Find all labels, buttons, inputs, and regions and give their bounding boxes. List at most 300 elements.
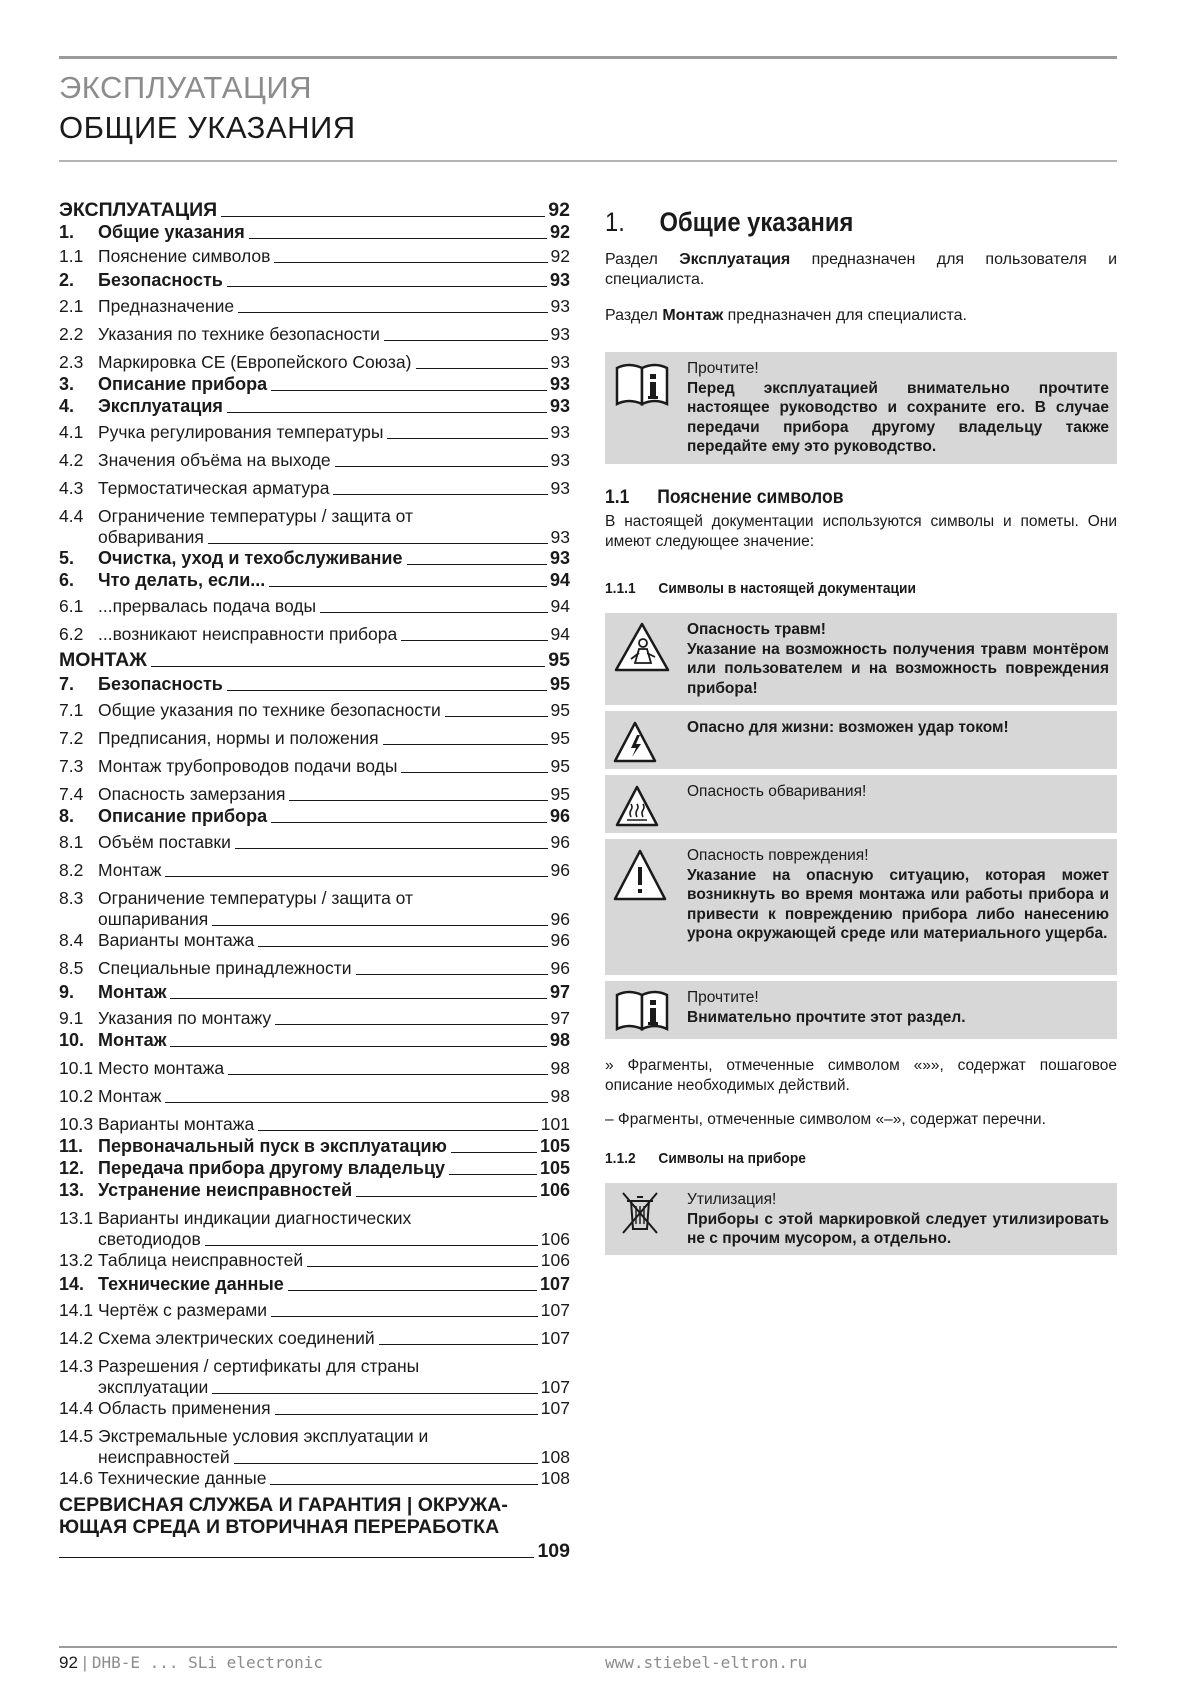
disposal-text [687, 1190, 1109, 1249]
toc-title: Безопасность [98, 270, 223, 290]
toc-leader [288, 1290, 537, 1291]
toc-entry[interactable] [59, 1398, 570, 1419]
toc-page: 97 [550, 1008, 570, 1028]
toc-number: 8. [59, 806, 75, 826]
toc-title-continued: обваривания [98, 527, 204, 547]
toc-title: Технические данные [98, 1468, 267, 1488]
toc-page: 94 [550, 624, 570, 644]
toc-page: 107 [540, 1300, 570, 1320]
note-box-read-section [605, 981, 1117, 1039]
toc-leader [258, 946, 547, 947]
toc-number: 8.3 [59, 888, 84, 908]
heading-number: 1.1.2 [605, 1150, 636, 1167]
heading-symbols [605, 486, 844, 509]
toc-leader [208, 543, 548, 544]
toc-page: 108 [540, 1468, 570, 1488]
warning-body: Указание на опасную ситуацию, которая может возникнуть во время монтажа или работы прибора и привести к повреждению прибора либо нанесению урона окружающей среде или материального ущерба. [687, 866, 1109, 942]
toc-title: Предназначение [98, 296, 235, 316]
toc-entry[interactable] [59, 728, 570, 749]
toc-leader [379, 1344, 538, 1345]
toc-leader [165, 1102, 547, 1103]
toc-number: 14.5 [59, 1426, 94, 1446]
toc-page: 106 [540, 1229, 570, 1249]
toc-entry[interactable] [59, 1208, 570, 1250]
toc-leader [269, 586, 547, 587]
toc-leader [275, 1414, 538, 1415]
footer-separator: | [82, 1653, 88, 1672]
toc-number: 10.2 [59, 1086, 94, 1106]
toc-number: 10.3 [59, 1114, 94, 1134]
toc-number: 6. [59, 570, 75, 590]
toc-page: 105 [539, 1158, 570, 1178]
intro-text: предназначен для пользователя и специалиста. [605, 251, 1118, 288]
toc-leader [228, 1074, 547, 1075]
toc-number: 14.1 [59, 1300, 94, 1320]
toc-page: 93 [549, 396, 570, 416]
section-title: ЭКСПЛУАТАЦИЯ [59, 70, 313, 105]
toc-title: Эксплуатация [98, 396, 223, 416]
toc-leader [356, 974, 548, 975]
toc-title: Общие указания по технике безопасности [98, 700, 441, 720]
toc-leader [238, 312, 547, 313]
symbols-intro: В настоящей документации используются символы и пометы. Они имеют следующее значение: [605, 513, 1117, 550]
toc-number: 9. [59, 982, 75, 1002]
toc-title: Термостатическая арматура [98, 478, 330, 498]
toc-entry[interactable] [59, 982, 570, 1003]
toc-title: Объём поставки [98, 832, 231, 852]
toc-leader [227, 690, 547, 691]
toc-number: 2.1 [59, 296, 84, 316]
toc-page: 107 [540, 1328, 570, 1348]
heading-general-notes [605, 207, 853, 238]
heading-title: Символы на приборе [658, 1150, 806, 1167]
warning-text [687, 718, 1109, 738]
toc-entry[interactable] [59, 888, 570, 930]
warning-text [687, 846, 1109, 944]
toc-number: 13.2 [59, 1250, 94, 1270]
page-number: 92 [59, 1653, 78, 1672]
warning-title: Опасность повреждения! [687, 847, 869, 864]
toc-page: 95 [549, 674, 570, 694]
toc-page: 98 [550, 1086, 570, 1106]
toc-number: 4. [59, 396, 75, 416]
toc-title: СЕРВИСНАЯ СЛУЖБА И ГАРАНТИЯ | ОКРУЖА- [59, 1494, 508, 1516]
note-body: Перед эксплуатацией внимательно прочтите настоящее руководство и сохраните его. В случае передачи прибора другому владельцу также передайте ему это руководство. [687, 379, 1109, 455]
heading-title: Общие указания [659, 207, 854, 237]
book-info-icon [613, 989, 671, 1039]
toc-number: 5. [59, 548, 75, 568]
toc-entry[interactable] [59, 1300, 570, 1321]
toc-page: 93 [550, 352, 570, 372]
toc-entry[interactable] [59, 478, 570, 499]
toc-title: Монтаж трубопроводов подачи воды [98, 756, 398, 776]
toc-title: Ограничение температуры / защита от [98, 888, 414, 908]
toc-page: 93 [550, 478, 570, 498]
toc-entry[interactable] [59, 1008, 570, 1029]
toc-leader [270, 1484, 537, 1485]
toc-number: 14.4 [59, 1398, 94, 1418]
toc-number: 8.2 [59, 860, 84, 880]
toc-title-continued: неисправностей [98, 1447, 230, 1467]
heading-number: 1.1 [605, 486, 630, 508]
toc-number: 8.5 [59, 958, 84, 978]
toc-number: 8.4 [59, 930, 84, 950]
warning-title: Опасно для жизни: возможен удар током! [687, 719, 1009, 736]
toc-title: Область применения [98, 1398, 271, 1418]
toc-page: 106 [539, 1180, 570, 1200]
toc-leader [212, 1393, 538, 1394]
toc-leader [274, 262, 547, 263]
toc-page: 101 [540, 1114, 570, 1134]
toc-number: 11. [59, 1136, 84, 1156]
toc-page: 95 [550, 728, 570, 748]
toc-leader [170, 1046, 547, 1047]
toc-page: 105 [539, 1136, 570, 1156]
toc-title: ...возникают неисправности прибора [98, 624, 398, 644]
toc-page: 107 [539, 1274, 570, 1294]
toc-entry[interactable] [59, 222, 570, 243]
toc-number: 14.3 [59, 1356, 94, 1376]
toc-page: 93 [550, 296, 570, 316]
toc-page: 94 [550, 596, 570, 616]
toc-title: Схема электрических соединений [98, 1328, 375, 1348]
toc-leader [384, 340, 548, 341]
toc-title: Очистка, уход и техобслуживание [98, 548, 403, 568]
toc-title: Описание прибора [98, 806, 268, 826]
toc-title: Монтаж [98, 982, 167, 1002]
model-name: DHB-E ... SLi electronic [91, 1653, 323, 1672]
toc-entry[interactable] [59, 1250, 570, 1271]
toc-title: Пояснение символов [98, 246, 271, 266]
toc-number: 7.3 [59, 756, 84, 776]
toc-title: Первоначальный пуск в эксплуатацию [98, 1136, 447, 1156]
warning-text [687, 782, 1109, 802]
warning-text [687, 620, 1109, 698]
toc-entry[interactable] [59, 570, 570, 591]
subsection-title: ОБЩИЕ УКАЗАНИЯ [59, 110, 356, 145]
toc-leader [271, 822, 547, 823]
warning-title: Опасность травм! [687, 621, 826, 638]
toc-title: Варианты монтажа [98, 930, 255, 950]
toc-entry[interactable] [59, 1356, 570, 1398]
footer-left [59, 1653, 323, 1673]
header-rule [59, 160, 1117, 162]
toc-leader [333, 494, 547, 495]
footer-rule [59, 1646, 1117, 1648]
toc-title: Передача прибора другому владельцу [98, 1158, 446, 1178]
toc-number: 13.1 [59, 1208, 94, 1228]
warning-damage-box [605, 839, 1117, 975]
toc-title: Описание прибора [98, 374, 268, 394]
toc-entry[interactable] [59, 1058, 570, 1079]
toc-entry[interactable] [59, 860, 570, 881]
book-info-icon [613, 360, 671, 410]
toc-entry[interactable] [59, 352, 570, 373]
toc-entry[interactable] [59, 1136, 570, 1157]
toc-title: Значения объёма на выходе [98, 450, 331, 470]
toc-entry[interactable] [59, 700, 570, 721]
toc-leader [289, 800, 547, 801]
toc-leader [307, 1266, 538, 1267]
toc-entry[interactable] [59, 650, 570, 671]
toc-entry[interactable] [59, 1426, 570, 1468]
toc-title: Ограничение температуры / защита от [98, 506, 414, 526]
toc-page: 98 [549, 1030, 570, 1050]
toc-leader [416, 368, 548, 369]
toc-title: Устранение неисправностей [98, 1180, 353, 1200]
toc-leader [356, 1196, 537, 1197]
toc-leader [383, 744, 548, 745]
toc-title: Экстремальные условия эксплуатации и [98, 1426, 429, 1446]
toc-number: 4.2 [59, 450, 84, 470]
warning-electric-box [605, 711, 1117, 769]
toc-title: Специальные принадлежности [98, 958, 352, 978]
toc-entry[interactable] [59, 1328, 570, 1349]
toc-title: Место монтажа [98, 1058, 225, 1078]
toc-leader [235, 848, 548, 849]
heading-number: 1.1.1 [605, 580, 636, 597]
warning-title: Опасность обваривания! [687, 783, 867, 800]
toc-page: 96 [550, 909, 570, 929]
toc-page: 93 [550, 324, 570, 344]
toc-leader [449, 1174, 537, 1175]
toc-number: 14.6 [59, 1468, 94, 1488]
toc-entry[interactable] [59, 958, 570, 979]
heading-doc-symbols [605, 580, 916, 597]
toc-leader [271, 1316, 538, 1317]
toc-leader [320, 612, 547, 613]
intro-text: Раздел [605, 307, 663, 324]
toc-title: Общие указания [98, 222, 245, 242]
toc-number: 7.4 [59, 784, 84, 804]
toc-entry[interactable] [59, 200, 570, 221]
intro-bold: Монтаж [662, 307, 724, 324]
intro-paragraph-2 [605, 306, 1117, 326]
note-text [687, 359, 1109, 457]
toc-number: 6.2 [59, 624, 84, 644]
note-body: Внимательно прочтите этот раздел. [687, 1008, 966, 1026]
toc-entry[interactable] [59, 324, 570, 345]
toc-title-continued: ошпаривания [98, 909, 209, 929]
toc-page: 97 [549, 982, 570, 1002]
toc-number: 7.2 [59, 728, 84, 748]
toc-title: Монтаж [98, 1030, 167, 1050]
note-text [687, 988, 1109, 1027]
toc-page: 93 [549, 374, 570, 394]
toc-entry[interactable] [59, 1274, 570, 1295]
toc-leader [387, 438, 547, 439]
toc-number: 2.3 [59, 352, 84, 372]
toc-entry[interactable] [59, 450, 570, 471]
toc-leader [205, 1245, 538, 1246]
disposal-title: Утилизация! [687, 1191, 777, 1208]
toc-number: 1. [59, 222, 75, 242]
toc-leader [407, 564, 547, 565]
toc-number: 6.1 [59, 596, 84, 616]
toc-leader [275, 1024, 547, 1025]
toc-page: 93 [549, 548, 570, 568]
toc-page: 95 [550, 756, 570, 776]
toc-entry[interactable] [59, 806, 570, 827]
toc-leader [271, 390, 547, 391]
scald-icon [613, 783, 671, 833]
toc-page: 98 [550, 1058, 570, 1078]
toc-page: 109 [537, 1540, 570, 1562]
injury-warning-icon [613, 621, 671, 671]
toc-number: 3. [59, 374, 75, 394]
toc-leader [249, 238, 547, 239]
toc-page: 95 [550, 700, 570, 720]
toc-page: 92 [550, 246, 570, 266]
toc-title: Указания по технике безопасности [98, 324, 380, 344]
toc-page: 107 [540, 1398, 570, 1418]
toc-title: МОНТАЖ [59, 649, 147, 671]
toc-title: Разрешения / сертификаты для страны [98, 1356, 420, 1376]
toc-title: Безопасность [98, 674, 223, 694]
toc-page: 95 [548, 649, 570, 671]
toc-number: 7. [59, 674, 75, 694]
toc-entry[interactable] [59, 422, 570, 443]
toc-title-continued: эксплуатации [98, 1377, 209, 1397]
toc-leader [165, 876, 547, 877]
heading-number: 1. [605, 207, 625, 237]
toc-entry[interactable] [59, 624, 570, 645]
toc-page: 96 [549, 806, 570, 826]
toc-leader [234, 1463, 538, 1464]
toc-title-continued: ЮЩАЯ СРЕДА И ВТОРИЧНАЯ ПЕРЕРАБОТКА [59, 1516, 500, 1538]
toc-page: 96 [550, 958, 570, 978]
toc-title: Опасность замерзания [98, 784, 286, 804]
toc-number: 14. [59, 1274, 85, 1294]
toc-title: Варианты индикации диагностических [98, 1208, 412, 1228]
toc-entry[interactable] [59, 270, 570, 291]
disposal-box [605, 1183, 1117, 1255]
toc-leader [401, 772, 547, 773]
toc-title: Монтаж [98, 1086, 162, 1106]
warning-injury-box [605, 613, 1117, 705]
toc-entry[interactable] [59, 548, 570, 569]
exclamation-warning-icon [613, 847, 671, 897]
toc-page: 96 [550, 930, 570, 950]
heading-title: Символы в настоящей документации [658, 580, 917, 597]
toc-title: Маркировка CE (Европейского Союза) [98, 352, 412, 372]
toc-number: 9.1 [59, 1008, 84, 1028]
note-title: Прочтите! [687, 989, 759, 1006]
toc-title: Чертёж с размерами [98, 1300, 268, 1320]
toc-entry[interactable] [59, 246, 570, 267]
toc-title-continued: светодиодов [98, 1229, 201, 1249]
disposal-body: Приборы с этой маркировкой следует утилизировать не с прочим мусором, а отдельно. [687, 1210, 1109, 1247]
toc-entry[interactable] [59, 506, 570, 548]
toc-entry[interactable] [59, 930, 570, 951]
toc-title: Ручка регулирования температуры [98, 422, 384, 442]
toc-page: 93 [550, 527, 570, 547]
intro-paragraph-1 [605, 250, 1117, 290]
toc-title: Указания по монтажу [98, 1008, 272, 1028]
toc-page: 95 [550, 784, 570, 804]
toc-page: 96 [550, 860, 570, 880]
toc-page: 93 [550, 450, 570, 470]
toc-title: Таблица неисправностей [98, 1250, 304, 1270]
toc-entry[interactable] [59, 832, 570, 853]
warning-scald-box [605, 775, 1117, 833]
toc-entry[interactable] [59, 674, 570, 695]
toc-title: Что делать, если... [98, 570, 266, 590]
toc-entry[interactable] [59, 374, 570, 395]
toc-entry[interactable] [59, 296, 570, 317]
heading-title: Пояснение символов [657, 486, 844, 508]
toc-number: 4.3 [59, 478, 84, 498]
website-url: www.stiebel-eltron.ru [605, 1653, 808, 1672]
warning-body: Указание на возможность получения травм монтёром или пользователем и на возможность повреждения прибора! [687, 640, 1109, 697]
toc-entry[interactable] [59, 1158, 570, 1179]
toc-leader [221, 216, 545, 217]
bullet-steps: » Фрагменты, отмеченные символом «»», содержат пошаговое описание необходимых действий. [605, 1057, 1117, 1094]
crossed-bin-icon [617, 1189, 675, 1239]
toc-title: Варианты монтажа [98, 1114, 255, 1134]
toc-entry[interactable] [59, 756, 570, 777]
toc-entry[interactable] [59, 596, 570, 617]
toc-page: 108 [540, 1447, 570, 1467]
toc-entry[interactable] [59, 1180, 570, 1201]
toc-leader [59, 1557, 534, 1558]
toc-number: 14.2 [59, 1328, 94, 1348]
toc-leader [227, 412, 547, 413]
toc-page: 96 [550, 832, 570, 852]
toc-entry[interactable] [59, 396, 570, 417]
toc-number: 2.2 [59, 324, 84, 344]
toc-leader [401, 640, 547, 641]
heading-device-symbols [605, 1150, 806, 1167]
toc-leader [445, 716, 548, 717]
toc-entry[interactable] [59, 784, 570, 805]
toc-number: 4.4 [59, 506, 84, 526]
toc-title: Предписания, нормы и положения [98, 728, 379, 748]
toc-entry[interactable] [59, 1114, 570, 1135]
toc-title: Монтаж [98, 860, 162, 880]
toc-page: 93 [549, 270, 570, 290]
toc-leader [335, 466, 548, 467]
toc-page: 107 [540, 1377, 570, 1397]
toc-page: 92 [548, 199, 570, 221]
toc-entry[interactable] [59, 1030, 570, 1051]
toc-number: 4.1 [59, 422, 84, 442]
toc-page: 93 [550, 422, 570, 442]
toc-number: 8.1 [59, 832, 84, 852]
toc-entry[interactable] [59, 1468, 570, 1489]
toc-title: ЭКСПЛУАТАЦИЯ [59, 199, 218, 221]
toc-leader [258, 1130, 538, 1131]
toc-number: 13. [59, 1180, 85, 1200]
intro-text: Раздел [605, 251, 680, 268]
toc-leader [170, 998, 547, 999]
intro-bold: Эксплуатация [679, 251, 791, 268]
toc-number: 7.1 [59, 700, 84, 720]
toc-number: 1.1 [59, 246, 84, 266]
toc-number: 10. [59, 1030, 85, 1050]
toc-entry[interactable] [59, 1086, 570, 1107]
intro-text: предназначен для специалиста. [723, 307, 967, 324]
toc-leader [227, 286, 547, 287]
toc-number: 12. [59, 1158, 85, 1178]
electric-shock-icon [613, 719, 671, 769]
bullet-lists: – Фрагменты, отмеченные символом «–», содержат перечни. [605, 1111, 1046, 1128]
toc-entry[interactable] [59, 1494, 570, 1562]
top-rule [59, 56, 1117, 59]
toc-leader [451, 1152, 537, 1153]
toc-title: Технические данные [98, 1274, 284, 1294]
toc-page: 94 [549, 570, 570, 590]
